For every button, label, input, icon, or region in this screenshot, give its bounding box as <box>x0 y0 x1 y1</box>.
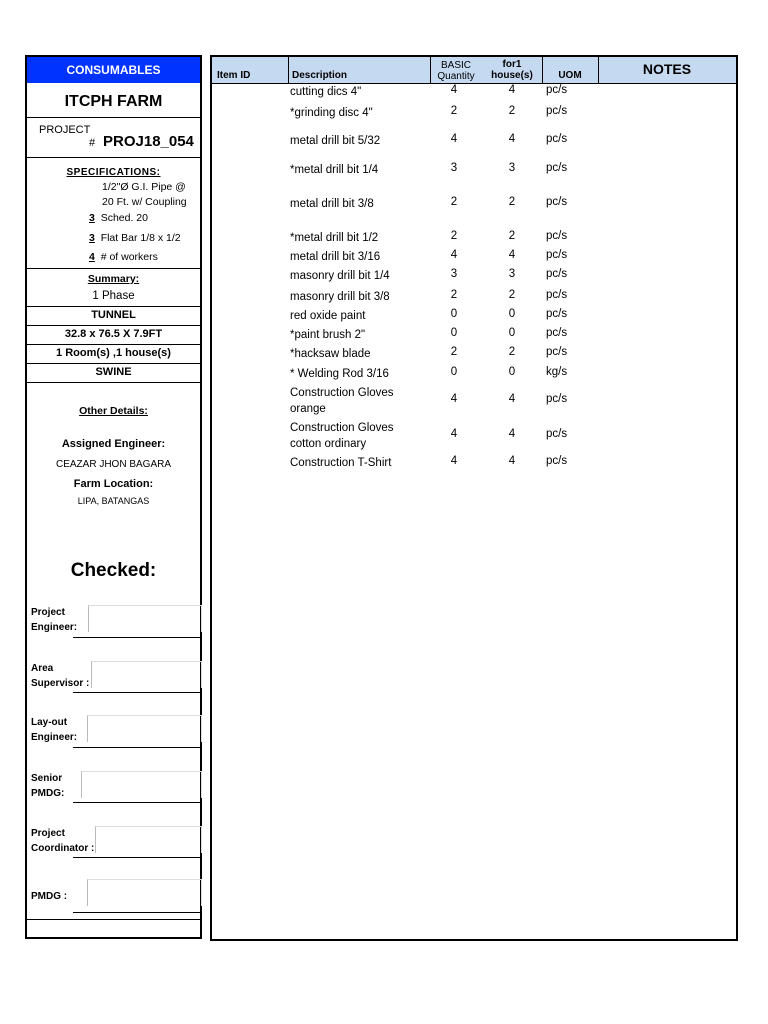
spec-flat-bar <box>89 232 181 245</box>
divider <box>27 306 200 307</box>
summary-animal: SWINE <box>95 366 132 378</box>
row-house-qty: 2 <box>508 230 516 242</box>
signoff-project-coordinator-field[interactable] <box>95 826 202 853</box>
row-house-qty: 4 <box>508 428 516 440</box>
row-description: metal drill bit 3/16 <box>290 251 381 263</box>
row-uom: pc/s <box>546 393 568 405</box>
signature-line <box>73 692 201 693</box>
col-house-top: for1 <box>502 59 522 70</box>
signoff-area-supervisor-label: Area Supervisor : <box>31 663 90 689</box>
divider <box>27 919 200 920</box>
spec-pipe-line2: 20 Ft. w/ Coupling <box>102 196 187 208</box>
summary-phase: 1 Phase <box>92 290 135 302</box>
divider <box>27 363 200 364</box>
row-house-qty: 2 <box>508 289 516 301</box>
row-description: masonry drill bit 1/4 <box>290 270 390 282</box>
row-basic-qty: 2 <box>450 105 458 117</box>
row-description: *paint brush 2" <box>290 329 366 341</box>
spec-sched-num: 3 <box>89 212 95 224</box>
col-uom: UOM <box>558 70 582 81</box>
row-basic-qty: 0 <box>450 327 458 339</box>
row-description: red oxide paint <box>290 310 366 322</box>
row-uom: pc/s <box>546 289 568 301</box>
checked-title: Checked: <box>70 560 157 581</box>
farm-location-label: Farm Location: <box>73 478 154 490</box>
specifications-title: SPECIFICATIONS: <box>66 167 161 178</box>
row-house-qty: 0 <box>508 366 516 378</box>
spec-flat-num: 3 <box>89 232 95 244</box>
col-item-id: Item ID <box>217 70 251 81</box>
row-house-qty: 2 <box>508 196 516 208</box>
assigned-engineer-name: CEAZAR JHON BAGARA <box>55 459 172 470</box>
signoff-pmdg-label: PMDG : <box>31 891 68 902</box>
row-house-qty: 0 <box>508 308 516 320</box>
row-house-qty: 4 <box>508 249 516 261</box>
row-basic-qty: 2 <box>450 346 458 358</box>
row-basic-qty: 2 <box>450 230 458 242</box>
row-uom: pc/s <box>546 230 568 242</box>
table-header <box>212 57 736 84</box>
row-description: Construction Gloves cotton ordinary <box>290 422 394 450</box>
row-basic-qty: 0 <box>450 366 458 378</box>
divider <box>27 157 200 158</box>
signature-line <box>73 857 201 858</box>
divider <box>27 382 200 383</box>
row-basic-qty: 3 <box>450 162 458 174</box>
signature-line <box>73 747 201 748</box>
row-uom: kg/s <box>546 366 568 378</box>
row-uom: pc/s <box>546 133 568 145</box>
row-description: *grinding disc 4" <box>290 107 373 119</box>
divider <box>27 268 200 269</box>
row-description: * Welding Rod 3/16 <box>290 368 389 380</box>
signature-line <box>73 912 201 913</box>
row-description: *hacksaw blade <box>290 348 371 360</box>
signoff-layout-engineer-label: Lay-out Engineer: <box>31 717 78 743</box>
row-uom: pc/s <box>546 162 568 174</box>
row-house-qty: 2 <box>508 346 516 358</box>
row-basic-qty: 4 <box>450 455 458 467</box>
other-details-title: Other Details: <box>79 405 148 417</box>
spec-workers <box>89 251 158 264</box>
row-description: metal drill bit 5/32 <box>290 135 381 147</box>
consumables-table <box>210 55 738 941</box>
signoff-area-supervisor-field[interactable] <box>91 661 202 688</box>
signoff-senior-pmdg-label: Senior PMDG: <box>31 773 65 799</box>
project-hash: # <box>89 137 96 149</box>
row-house-qty: 4 <box>508 455 516 467</box>
row-basic-qty: 2 <box>450 289 458 301</box>
signoff-project-coordinator-label: Project Coordinator : <box>31 828 95 854</box>
spec-workers-num: 4 <box>89 251 95 263</box>
project-code: PROJ18_054 <box>103 133 194 150</box>
spec-sched-text: Sched. 20 <box>100 212 148 224</box>
spec-flat-text: Flat Bar 1/8 x 1/2 <box>100 232 181 244</box>
signoff-project-engineer-label: Project Engineer: <box>31 607 78 633</box>
row-uom: pc/s <box>546 249 568 261</box>
col-house-bottom: house(s) <box>491 70 533 81</box>
col-basic-top: BASIC <box>440 60 471 71</box>
row-house-qty: 4 <box>508 84 516 96</box>
row-house-qty: 2 <box>508 105 516 117</box>
project-info-panel <box>25 55 202 939</box>
row-uom: pc/s <box>546 84 568 96</box>
row-basic-qty: 4 <box>450 428 458 440</box>
row-basic-qty: 0 <box>450 308 458 320</box>
summary-title: Summary: <box>87 273 140 285</box>
row-description: cutting dics 4" <box>290 86 362 98</box>
row-house-qty: 4 <box>508 133 516 145</box>
row-basic-qty: 2 <box>450 196 458 208</box>
row-uom: pc/s <box>546 268 568 280</box>
row-uom: pc/s <box>546 105 568 117</box>
summary-dimensions: 32.8 x 76.5 X 7.9FT <box>64 328 163 340</box>
row-uom: pc/s <box>546 196 568 208</box>
farm-name: ITCPH FARM <box>64 93 163 110</box>
summary-type: TUNNEL <box>91 309 136 321</box>
divider <box>27 344 200 345</box>
spec-pipe-line1: 1/2"Ø G.I. Pipe @ <box>102 181 186 193</box>
signoff-layout-engineer-field[interactable] <box>87 715 202 742</box>
signoff-project-engineer-field[interactable] <box>88 605 202 632</box>
farm-location: LIPA, BATANGAS <box>77 496 150 506</box>
row-description: *metal drill bit 1/2 <box>290 232 379 244</box>
col-basic-bottom: Quantity <box>437 71 475 82</box>
spec-sched <box>89 212 148 225</box>
consumables-header: CONSUMABLES <box>27 57 200 83</box>
row-basic-qty: 4 <box>450 133 458 145</box>
row-description: *metal drill bit 1/4 <box>290 164 379 176</box>
row-description: masonry drill bit 3/8 <box>290 291 390 303</box>
row-description: Construction T-Shirt <box>290 457 392 469</box>
signoff-senior-pmdg-field[interactable] <box>81 771 202 798</box>
summary-rooms: 1 Room(s) ,1 house(s) <box>56 347 171 359</box>
row-uom: pc/s <box>546 428 568 440</box>
row-house-qty: 3 <box>508 268 516 280</box>
row-basic-qty: 3 <box>450 268 458 280</box>
row-house-qty: 4 <box>508 393 516 405</box>
signature-line <box>73 637 201 638</box>
row-house-qty: 3 <box>508 162 516 174</box>
row-description: Construction Gloves orange <box>290 387 394 415</box>
col-description: Description <box>292 70 348 81</box>
project-label: PROJECT <box>39 124 91 136</box>
divider <box>27 117 200 118</box>
assigned-engineer-label: Assigned Engineer: <box>61 438 166 450</box>
row-basic-qty: 4 <box>450 393 458 405</box>
row-uom: pc/s <box>546 327 568 339</box>
col-notes: NOTES <box>642 61 692 77</box>
row-basic-qty: 4 <box>450 249 458 261</box>
signoff-pmdg-field[interactable] <box>87 879 202 906</box>
row-house-qty: 0 <box>508 327 516 339</box>
row-basic-qty: 4 <box>450 84 458 96</box>
row-uom: pc/s <box>546 308 568 320</box>
row-uom: pc/s <box>546 455 568 467</box>
divider <box>27 325 200 326</box>
signature-line <box>73 802 201 803</box>
row-description: metal drill bit 3/8 <box>290 198 374 210</box>
spec-workers-text: # of workers <box>100 251 158 263</box>
row-uom: pc/s <box>546 346 568 358</box>
